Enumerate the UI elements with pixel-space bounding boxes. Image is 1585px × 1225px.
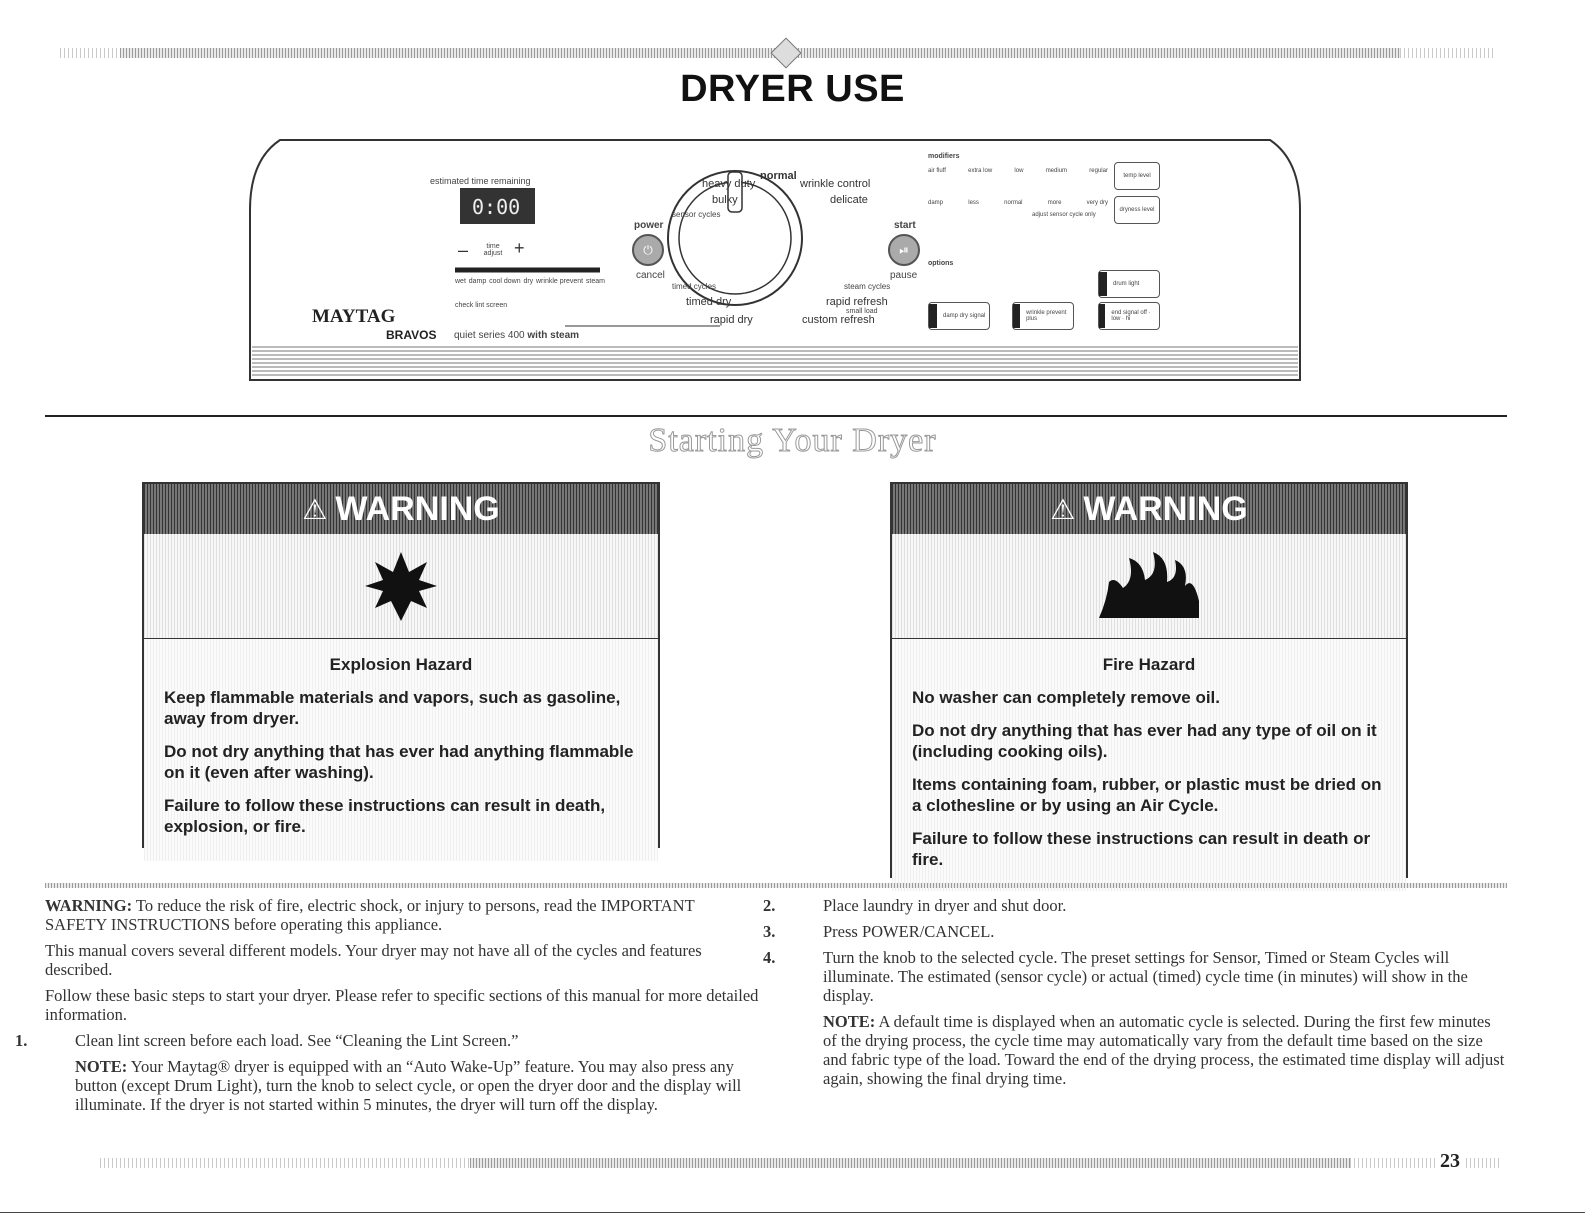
step-2-text: Place laundry in dryer and shut door.: [823, 896, 1067, 915]
control-panel-illustration: [240, 130, 1310, 392]
warning-body: [892, 639, 1406, 891]
warning-body: [144, 639, 658, 861]
wrinkle-prevent-label: wrinkle prevent plus: [1026, 310, 1067, 322]
adjust-note: adjust sensor cycle only: [1032, 212, 1096, 218]
body-right-column: [763, 896, 1505, 1095]
start-button[interactable]: [888, 234, 920, 266]
warning-triangle-icon: ⚠: [1050, 492, 1076, 526]
warning-triangle-icon: ⚠: [302, 492, 328, 526]
section-heading: Starting Your Dryer: [648, 422, 937, 459]
cycle-bulky: bulky: [712, 194, 738, 206]
dryness-damp: damp: [928, 200, 944, 206]
dryness-less: less: [968, 200, 979, 206]
note-1: [45, 1057, 760, 1114]
section-divider: [45, 415, 1507, 417]
warning-title: Fire Hazard: [1102, 655, 1196, 674]
bottom-edge-line: [0, 1212, 1585, 1213]
timed-cycles-label: timed cycles: [672, 282, 717, 291]
hazard-icon-area: [144, 534, 658, 639]
page-title: DRYER USE: [680, 68, 905, 110]
warning-line-2: Do not dry anything that has ever had anything flammable on it (even after washing).: [164, 742, 634, 782]
step-1: [15, 1031, 760, 1050]
body-left-column: [15, 896, 760, 1121]
footer-rule-fade-right: [1350, 1158, 1500, 1168]
warning-header: [892, 484, 1406, 534]
dryness-row: [928, 200, 1108, 206]
wrinkle-prevent-indicator: [1013, 304, 1020, 328]
series-suffix: with steam: [527, 330, 580, 341]
temp-level-button[interactable]: temp level: [1114, 162, 1160, 190]
dryness-level-button[interactable]: dryness level: [1114, 196, 1160, 224]
paragraph-1: This manual covers several different models. Your dryer may not have all of the cycles and features described.: [45, 941, 702, 979]
wrinkle-prevent-button[interactable]: [1012, 302, 1074, 330]
model-logo: BRAVOS: [386, 328, 437, 342]
temp-medium: medium: [1045, 168, 1068, 174]
warning-line-4: Failure to follow these instructions can result in death or fire.: [912, 829, 1371, 869]
play-pause-icon: ⏯: [899, 242, 909, 257]
step-2-number: 2.: [763, 896, 776, 915]
time-plus-button[interactable]: +: [514, 238, 525, 258]
pause-label: pause: [890, 270, 918, 281]
step-3: [763, 922, 1505, 941]
warning-box-fire: [890, 482, 1408, 878]
note-1-text: Your Maytag® dryer is equipped with an “Auto Wake-Up” feature. You may also press any button (except Drum Light), turn the knob to select cycle, or open the dryer door and the display will illuminate. If the dryer is not started within 5 minutes, the dryer will turn off the display.: [75, 1057, 742, 1114]
fire-icon: [1089, 546, 1209, 626]
warning-paragraph: [45, 896, 760, 934]
damp-dry-signal-button[interactable]: [928, 302, 990, 330]
end-signal-indicator: [1099, 304, 1105, 328]
time-minus-button[interactable]: –: [458, 240, 469, 260]
note-4: [793, 1012, 1505, 1088]
status-damp: damp: [468, 278, 487, 285]
time-adjust-label: time adjust: [483, 243, 503, 257]
display-label: estimated time remaining: [430, 176, 531, 186]
cycle-normal: normal: [760, 170, 797, 182]
damp-dry-indicator: [929, 304, 937, 328]
status-wrinkle-prevent: wrinkle prevent: [536, 278, 584, 285]
series-text: quiet series 400: [454, 330, 525, 341]
status-cool-down: cool down: [489, 278, 521, 285]
warning-line-3: Items containing foam, rubber, or plastic must be dried on a clothesline or by using an Air Cycle.: [912, 775, 1382, 815]
status-steam: steam: [585, 278, 605, 285]
top-rule: [120, 48, 1400, 58]
temp-air-fluff: air fluff: [928, 168, 946, 174]
status-wet: wet: [455, 278, 466, 285]
cycle-custom-refresh: custom refresh: [802, 314, 875, 326]
temp-extra-low: extra low: [968, 168, 993, 174]
diamond-ornament-icon: [770, 37, 801, 68]
modifiers-label: modifiers: [928, 153, 960, 160]
cycle-rapid-refresh: rapid refresh: [826, 296, 888, 308]
power-label: power: [634, 220, 664, 231]
small-load-label: small load: [846, 308, 878, 315]
temp-low: low: [1014, 168, 1024, 174]
step-1-text: Clean lint screen before each load. See “Cleaning the Lint Screen.”: [75, 1031, 519, 1050]
dryness-very-dry: very dry: [1086, 200, 1108, 206]
steam-cycles-label: steam cycles: [844, 282, 891, 291]
check-lint-label: check lint screen: [455, 302, 508, 309]
warning-header: [144, 484, 658, 534]
status-dry: dry: [523, 278, 534, 285]
status-labels: [455, 278, 605, 285]
warning-header-text: WARNING: [335, 489, 500, 528]
warning-box-explosion: [142, 482, 660, 848]
warning-line-1: Keep flammable materials and vapors, such as gasoline, away from dryer.: [164, 688, 621, 728]
sensor-cycles-label: sensor cycles: [672, 210, 721, 219]
note-label: NOTE:: [823, 1012, 876, 1031]
cycle-rapid-dry: rapid dry: [710, 314, 753, 326]
step-4-text: Turn the knob to the selected cycle. The preset settings for Sensor, Timed or Steam Cycles will illuminate. The estimated (sensor cycle) or actual (timed) cycle time (in minutes) will show in the display.: [823, 948, 1468, 1005]
time-display: 0:00: [472, 195, 521, 219]
step-1-number: 1.: [15, 1031, 28, 1050]
power-button[interactable]: [632, 234, 664, 266]
options-label: options: [928, 260, 954, 267]
dryness-normal: normal: [1004, 200, 1023, 206]
paragraph-2: Follow these basic steps to start your dryer. Please refer to specific sections of this manual for more detailed information.: [45, 986, 759, 1024]
power-icon: ⏻: [643, 242, 653, 257]
end-signal-button[interactable]: [1098, 302, 1160, 330]
top-rule-fade-right: [1400, 48, 1495, 58]
hazard-icon-area: [892, 534, 1406, 639]
damp-dry-signal-label: damp dry signal: [943, 313, 986, 319]
footer-rule: [470, 1158, 1350, 1168]
explosion-icon: [361, 546, 441, 626]
note-label: NOTE:: [75, 1057, 128, 1076]
brand-logo: MAYTAG: [312, 306, 396, 327]
top-rule-fade-left: [60, 48, 120, 58]
footer-rule-fade-left: [100, 1158, 470, 1168]
step-4: [763, 948, 1505, 1005]
drum-light-label: drum light: [1113, 281, 1140, 287]
body-top-rule: [45, 883, 1507, 888]
temp-row: [928, 168, 1108, 174]
cycle-timed-dry: timed dry: [686, 296, 732, 308]
step-3-text: Press POWER/CANCEL.: [823, 922, 995, 941]
warning-header-text: WARNING: [1083, 489, 1248, 528]
cancel-label: cancel: [636, 270, 665, 281]
temp-regular: regular: [1089, 168, 1108, 174]
warning-line-3: Failure to follow these instructions can result in death, explosion, or fire.: [164, 796, 606, 836]
end-signal-label: end signal off · low · hi: [1111, 310, 1151, 322]
start-label: start: [894, 220, 916, 231]
step-2: [763, 896, 1505, 915]
cycle-heavy-duty: heavy duty: [702, 178, 756, 190]
dryness-more: more: [1047, 200, 1062, 206]
warning-line-1: No washer can completely remove oil.: [912, 688, 1221, 707]
page-number: 23: [1436, 1150, 1464, 1173]
warning-line-2: Do not dry anything that has ever had any type of oil on it (including cooking oils).: [912, 721, 1377, 761]
drum-light-indicator: [1099, 272, 1107, 296]
cycle-wrinkle-control: wrinkle control: [800, 178, 871, 190]
series-label: [454, 330, 579, 341]
warning-text: To reduce the risk of fire, electric shock, or injury to persons, read the IMPORTANT SAFETY INSTRUCTIONS before operating this appliance.: [45, 896, 695, 934]
cycle-delicate: delicate: [830, 194, 868, 206]
drum-light-button[interactable]: [1098, 270, 1160, 298]
warning-label: WARNING:: [45, 896, 133, 915]
note-4-text: A default time is displayed when an automatic cycle is selected. During the first few minutes of the drying process, the cycle time may automatically vary from the default time based on the size and fabric type of the load. Toward the end of the drying process, the estimated time display will adjust again, showing the final drying time.: [823, 1012, 1505, 1088]
step-3-number: 3.: [763, 922, 776, 941]
step-4-number: 4.: [763, 948, 776, 967]
warning-title: Explosion Hazard: [329, 655, 473, 674]
